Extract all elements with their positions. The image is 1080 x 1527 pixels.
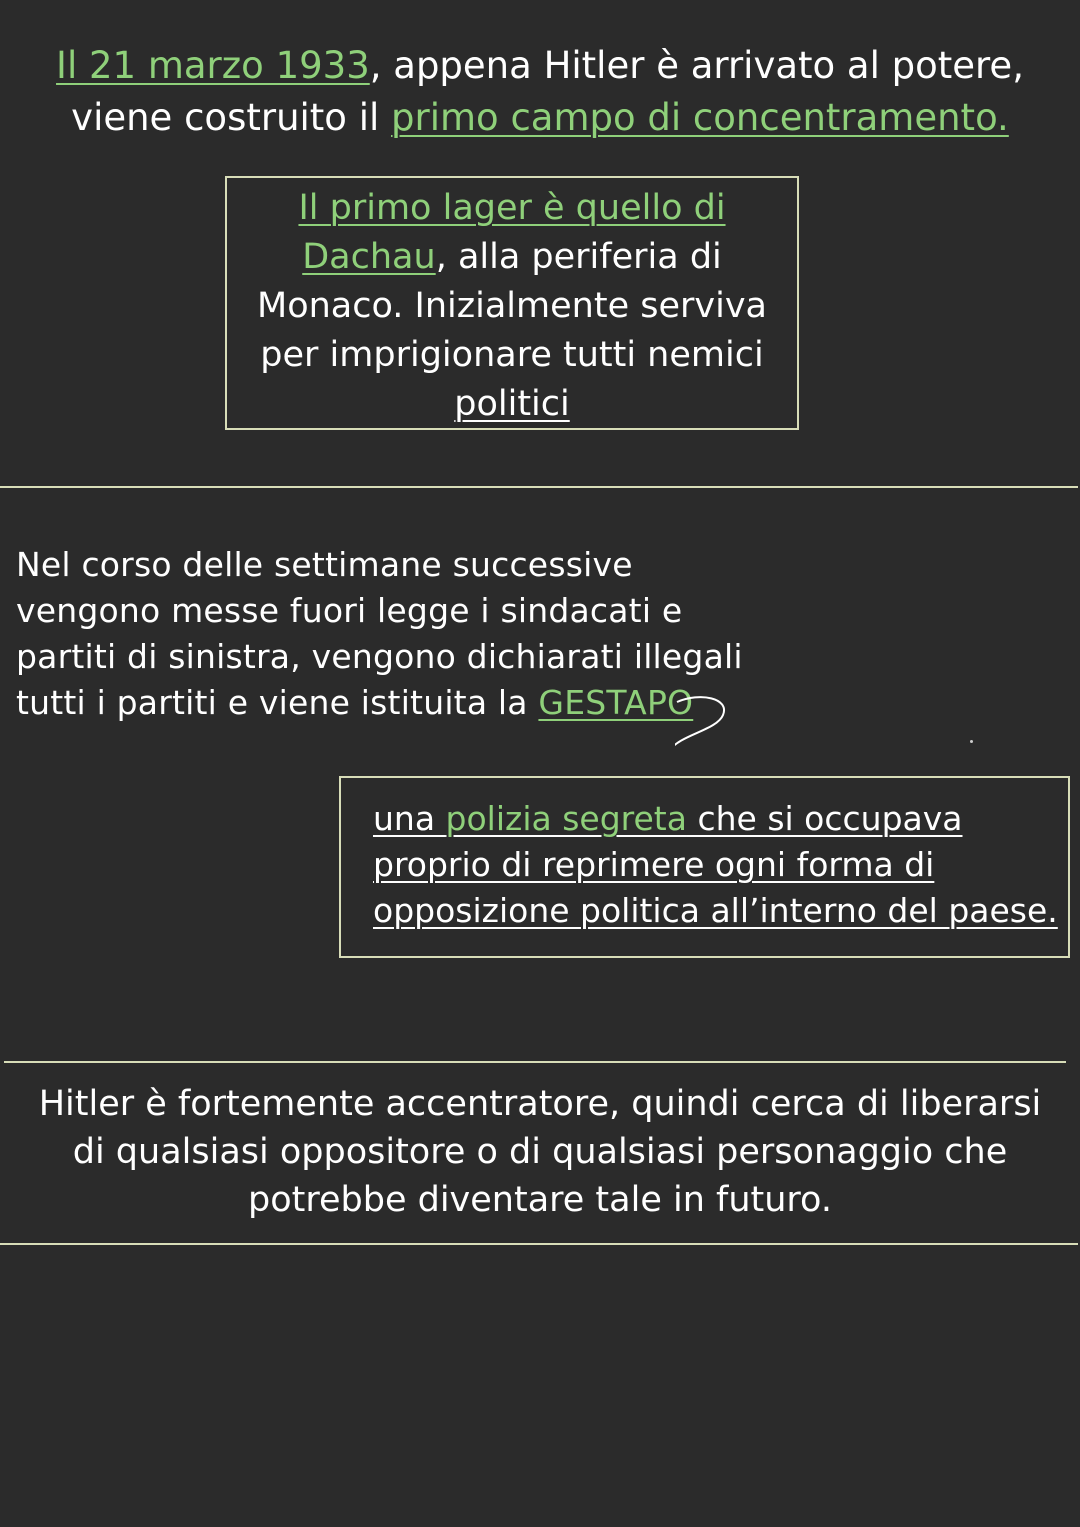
intro-date: Il 21 marzo 1933 — [56, 44, 370, 87]
para3-line-3: potrebbe diventare tale in futuro. — [248, 1180, 832, 1220]
connector-curve — [675, 690, 735, 780]
box2-line-1 — [373, 796, 1068, 842]
divider-2 — [4, 1061, 1066, 1063]
box1-line-4: per imprigionare tutti nemici — [260, 335, 764, 375]
intro-paragraph — [20, 40, 1060, 144]
hitler-paragraph — [10, 1080, 1070, 1224]
box1-line-3: Monaco. Inizialmente serviva — [257, 286, 767, 326]
para2-line-3: partiti di sinistra, vengono dichiarati illegali — [16, 637, 743, 676]
intro-mid: , appena Hitler è arrivato al potere, — [369, 44, 1024, 87]
box1-line-2 — [227, 233, 797, 282]
box1-line-5: politici — [454, 384, 570, 424]
intro-line-1 — [20, 40, 1060, 92]
box2-post: che si occupava — [686, 799, 963, 838]
para2-line-1: Nel corso delle settimane successive — [16, 545, 633, 584]
box1-line-1: Il primo lager è quello di — [298, 188, 726, 228]
para2-line-4 — [16, 680, 776, 726]
box2-line-3: opposizione politica all’interno del paese. — [373, 891, 1058, 930]
box1-rest: , alla periferia di — [435, 237, 722, 277]
para3-line-1: Hitler è fortemente accentratore, quindi cerca di liberarsi — [38, 1084, 1042, 1124]
para3-line-2: di qualsiasi oppositore o di qualsiasi personaggio che — [72, 1132, 1008, 1172]
gestapo-box — [339, 776, 1070, 958]
divider-3 — [0, 1243, 1078, 1245]
intro-camp: primo campo di concentramento. — [391, 96, 1009, 139]
stray-dot — [970, 740, 973, 743]
intro-line-2 — [20, 92, 1060, 144]
para2-line-2: vengono messe fuori legge i sindacati e — [16, 591, 683, 630]
gestapo-paragraph — [16, 542, 776, 726]
box2-pre: una — [373, 799, 446, 838]
gestapo-term: GESTAPO — [538, 683, 694, 722]
box2-polizia: polizia segreta — [445, 799, 687, 838]
box2-line-2: proprio di reprimere ogni forma di — [373, 845, 935, 884]
box1-dachau: Dachau — [302, 237, 436, 277]
dachau-box — [225, 176, 799, 430]
para2-lead: tutti i partiti e viene istituita la — [16, 683, 539, 722]
divider-1 — [0, 486, 1078, 488]
intro-lead: viene costruito il — [71, 96, 392, 139]
